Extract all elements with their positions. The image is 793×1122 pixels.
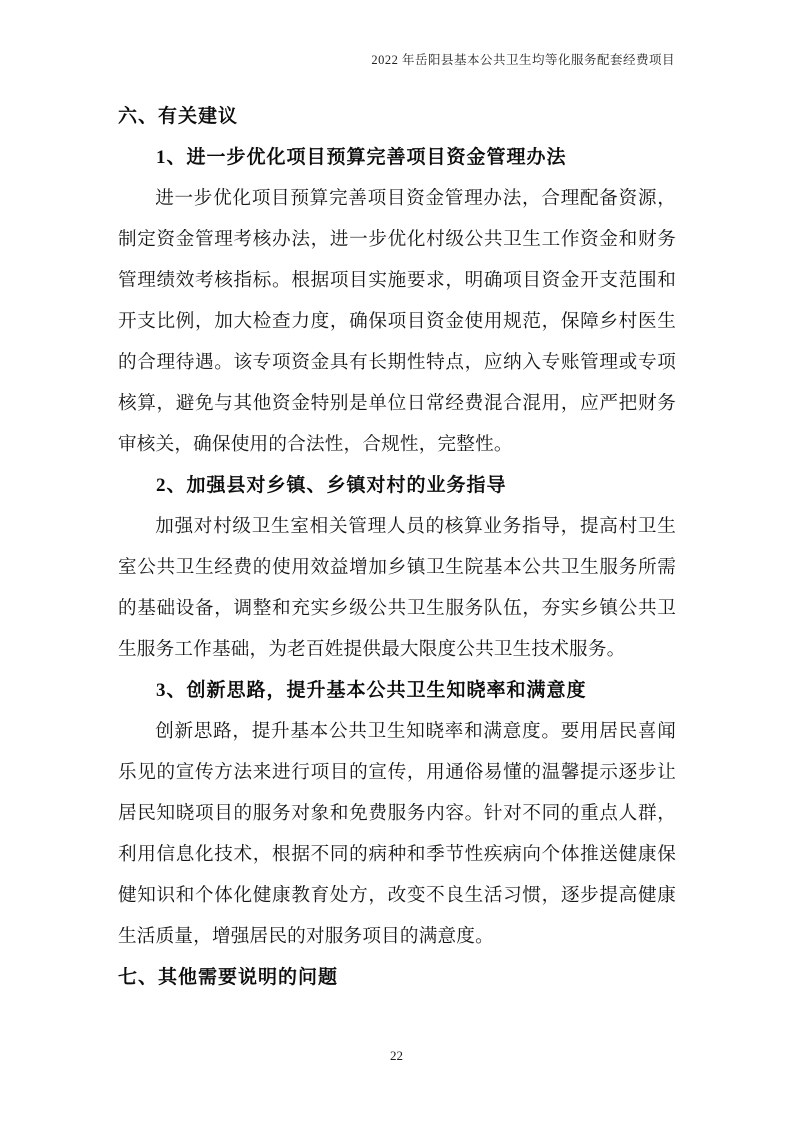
subsection-heading-3: 3、创新思路，提升基本公共卫生知晓率和满意度 (156, 680, 587, 701)
subsection-heading-2: 2、加强县对乡镇、乡镇对村的业务指导 (156, 475, 507, 496)
paragraph-awareness-satisfaction: 创新思路，提升基本公共卫生知晓率和满意度。要用居民喜闻乐见的宣传方法来进行项目的宣传，用通俗易懂的温馨提示逐步让居民知晓项目的服务对象和免费服务内容。针对不同的重点人群，利用信息化技术，根据不同的病种和季节性疾病向个体推送健康保健知识和个体化健康教育处方，改变不良生活习惯，逐步提高健康生活质量，增强居民的对服务项目的满意度。 (118, 721, 676, 947)
section-heading-seven: 七、其他需要说明的问题 (118, 967, 339, 988)
paragraph-township-guidance: 加强对村级卫生室相关管理人员的核算业务指导，提高村卫生室公共卫生经费的使用效益增加乡镇卫生院基本公共卫生服务所需的基础设备，调整和充实乡级公共卫生服务队伍，夯实乡镇公共卫生服务工作基础，为老百姓提供最大限度公共卫生技术服务。 (118, 516, 676, 660)
document-header-title: 2022 年岳阳县基本公共卫生均等化服务配套经费项目 (371, 53, 675, 67)
paragraph-funding-management: 进一步优化项目预算完善项目资金管理办法，合理配备资源，制定资金管理考核办法，进一步优化村级公共卫生工作资金和财务管理绩效考核指标。根据项目实施要求，明确项目资金开支范围和开支比例，加大检查力度，确保项目资金使用规范，保障乡村医生的合理待遇。该专项资金具有长期性特点，应纳入专账管理或专项核算，避免与其他资金特别是单位日常经费混合混用，应严把财务审核关，确保使用的合法性，合规性，完整性。 (118, 188, 676, 455)
page-number: 22 (390, 1048, 403, 1063)
section-heading-six: 六、有关建议 (118, 106, 239, 127)
document-body (118, 96, 676, 998)
page-footer (0, 1048, 793, 1064)
subsection-heading-1: 1、进一步优化项目预算完善项目资金管理办法 (156, 147, 567, 168)
